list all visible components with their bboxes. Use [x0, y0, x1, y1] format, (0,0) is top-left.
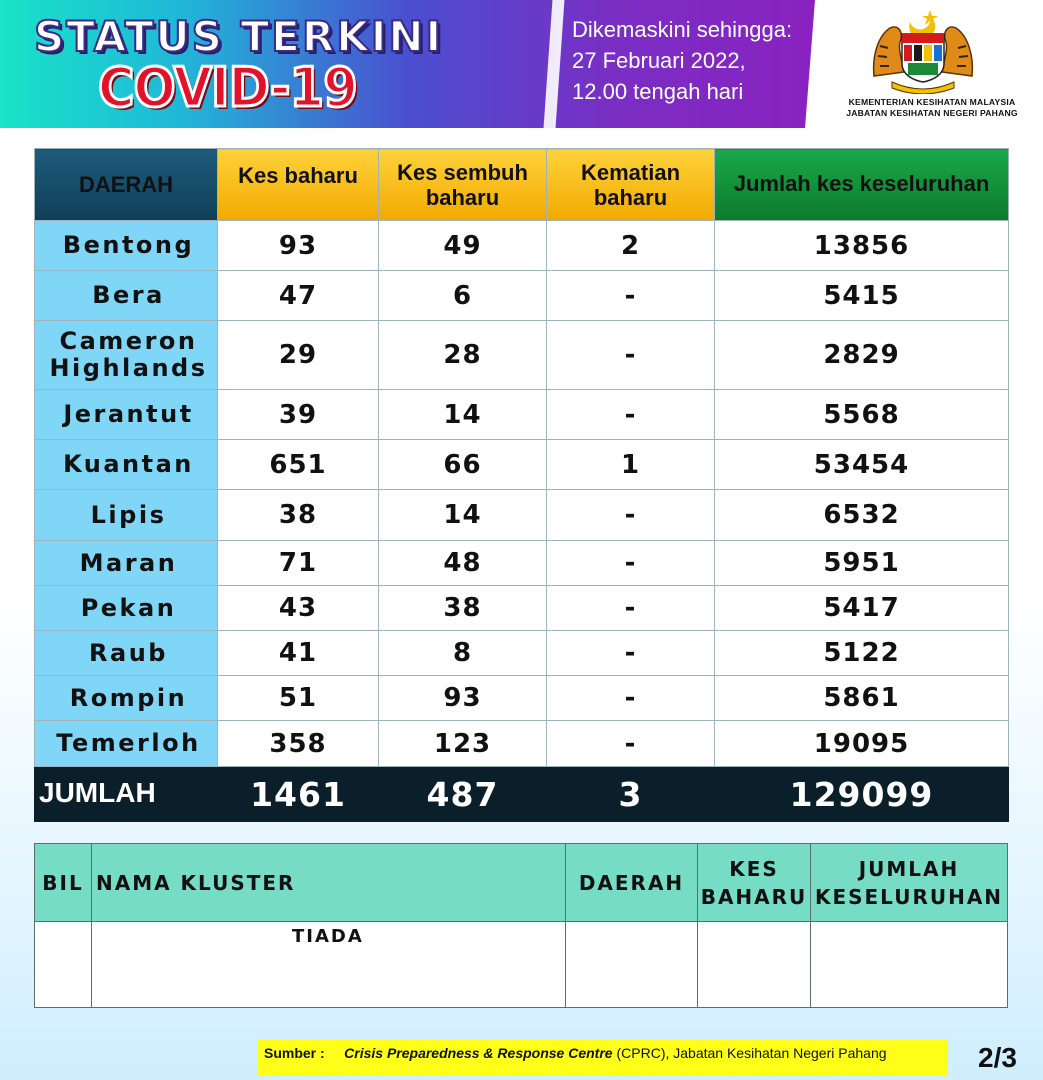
district-name: Lipis	[35, 490, 218, 541]
district-name: Raub	[35, 631, 218, 676]
table-row	[35, 321, 1009, 390]
kes-baharu-value: 38	[218, 490, 379, 541]
district-name: Pekan	[35, 586, 218, 631]
kes-sembuh-value: 38	[379, 586, 547, 631]
table-row	[35, 490, 1009, 541]
kematian-value: -	[547, 541, 715, 586]
kematian-value: -	[547, 390, 715, 440]
kematian-value: -	[547, 321, 715, 390]
ministry-line-2: JABATAN KESIHATAN NEGERI PAHANG	[846, 108, 1018, 118]
jumlah-value: 13856	[715, 221, 1009, 271]
kes-baharu-value: 29	[218, 321, 379, 390]
kes-baharu-value: 41	[218, 631, 379, 676]
header-kematian	[547, 149, 715, 221]
cluster-row	[35, 922, 1008, 1008]
district-name: Bentong	[35, 221, 218, 271]
table-row	[35, 271, 1009, 321]
cluster-header-kes-line2: BAHARU	[700, 884, 808, 909]
table-row	[35, 221, 1009, 271]
kes-sembuh-value: 93	[379, 676, 547, 721]
table-row	[35, 721, 1009, 767]
jumlah-value: 5415	[715, 271, 1009, 321]
coat-of-arms-icon	[868, 6, 978, 94]
cluster-kes-cell	[698, 922, 811, 1008]
jumlah-value: 2829	[715, 321, 1009, 390]
total-jumlah: 129099	[715, 767, 1009, 822]
cluster-empty-text: TIADA	[292, 926, 364, 947]
cluster-header-jumlah-line1: JUMLAH	[858, 856, 960, 881]
kes-sembuh-value: 8	[379, 631, 547, 676]
kematian-value: 1	[547, 440, 715, 490]
cluster-header-kes	[698, 844, 811, 922]
table-header-row	[35, 149, 1009, 221]
kematian-value: 2	[547, 221, 715, 271]
district-name: Bera	[35, 271, 218, 321]
header-kes-sembuh-line2: baharu	[425, 184, 500, 210]
update-time: 12.00 tengah hari	[572, 79, 744, 104]
cluster-nama-cell	[92, 922, 566, 1008]
jumlah-value: 6532	[715, 490, 1009, 541]
total-kes-sembuh: 487	[379, 767, 547, 822]
header-kematian-line1: Kematian	[580, 159, 681, 185]
total-row	[35, 767, 1009, 822]
total-label: JUMLAH	[35, 767, 218, 822]
source-label: Sumber :	[264, 1045, 325, 1061]
kematian-value: -	[547, 490, 715, 541]
ministry-name	[822, 97, 1042, 119]
update-date: 27 Februari 2022,	[572, 48, 746, 73]
cluster-header-jumlah-line2: KESELURUHAN	[814, 884, 1004, 909]
header-daerah: DAERAH	[35, 149, 218, 221]
district-name	[35, 321, 218, 390]
table-row	[35, 390, 1009, 440]
kes-sembuh-value: 14	[379, 490, 547, 541]
jumlah-value: 5951	[715, 541, 1009, 586]
kes-sembuh-value: 6	[379, 271, 547, 321]
kematian-value: -	[547, 271, 715, 321]
kes-sembuh-value: 49	[379, 221, 547, 271]
jumlah-value: 5861	[715, 676, 1009, 721]
cluster-header-row	[35, 844, 1008, 922]
jumlah-value: 5568	[715, 390, 1009, 440]
kes-baharu-value: 93	[218, 221, 379, 271]
district-name-line2: Highlands	[49, 354, 208, 382]
kematian-value: -	[547, 721, 715, 767]
table-row	[35, 631, 1009, 676]
cluster-table	[34, 843, 1008, 1008]
header-kematian-line2: baharu	[593, 184, 668, 210]
table-row	[35, 586, 1009, 631]
kes-baharu-value: 47	[218, 271, 379, 321]
header-jumlah: Jumlah kes keseluruhan	[715, 149, 1009, 221]
jumlah-value: 5417	[715, 586, 1009, 631]
district-name: Jerantut	[35, 390, 218, 440]
cluster-header-nama: NAMA KLUSTER	[92, 844, 566, 922]
cluster-header-daerah: DAERAH	[566, 844, 698, 922]
total-kematian: 3	[547, 767, 715, 822]
kes-baharu-value: 51	[218, 676, 379, 721]
total-kes-baharu: 1461	[218, 767, 379, 822]
cluster-bil-cell	[35, 922, 92, 1008]
kes-baharu-value: 39	[218, 390, 379, 440]
page-number: 2/3	[978, 1042, 1017, 1073]
header-kes-baharu: Kes baharu	[218, 149, 379, 221]
table-row	[35, 676, 1009, 721]
district-name: Maran	[35, 541, 218, 586]
kes-baharu-value: 358	[218, 721, 379, 767]
table-row	[35, 440, 1009, 490]
cluster-header-jumlah	[811, 844, 1008, 922]
ministry-line-1: KEMENTERIAN KESIHATAN MALAYSIA	[848, 97, 1016, 107]
cluster-jumlah-cell	[811, 922, 1008, 1008]
kes-baharu-value: 71	[218, 541, 379, 586]
cluster-daerah-cell	[566, 922, 698, 1008]
kematian-value: -	[547, 586, 715, 631]
jumlah-value: 5122	[715, 631, 1009, 676]
source-rest: (CPRC), Jabatan Kesihatan Negeri Pahang	[616, 1045, 887, 1061]
kematian-value: -	[547, 676, 715, 721]
update-timestamp	[572, 14, 807, 107]
kes-sembuh-value: 28	[379, 321, 547, 390]
kematian-value: -	[547, 631, 715, 676]
district-name: Temerloh	[35, 721, 218, 767]
district-cases-table	[34, 148, 1009, 822]
update-label: Dikemaskini sehingga:	[572, 17, 793, 42]
status-title: STATUS TERKINI	[34, 12, 444, 61]
kes-baharu-value: 43	[218, 586, 379, 631]
district-name-line1: Cameron	[59, 327, 198, 355]
kes-baharu-value: 651	[218, 440, 379, 490]
kes-sembuh-value: 14	[379, 390, 547, 440]
kes-sembuh-value: 66	[379, 440, 547, 490]
jumlah-value: 53454	[715, 440, 1009, 490]
jumlah-value: 19095	[715, 721, 1009, 767]
kes-sembuh-value: 48	[379, 541, 547, 586]
table-row	[35, 541, 1009, 586]
district-name: Rompin	[35, 676, 218, 721]
cluster-header-kes-line1: KES	[729, 856, 779, 881]
district-name: Kuantan	[35, 440, 218, 490]
source-note	[258, 1040, 948, 1076]
header-kes-sembuh-line1: Kes sembuh	[397, 159, 528, 185]
kes-sembuh-value: 123	[379, 721, 547, 767]
covid-title: COVID-19	[98, 56, 357, 119]
source-organisation: Crisis Preparedness & Response Centre	[344, 1045, 613, 1061]
cluster-header-bil: BIL	[35, 844, 92, 922]
header-kes-sembuh	[379, 149, 547, 221]
